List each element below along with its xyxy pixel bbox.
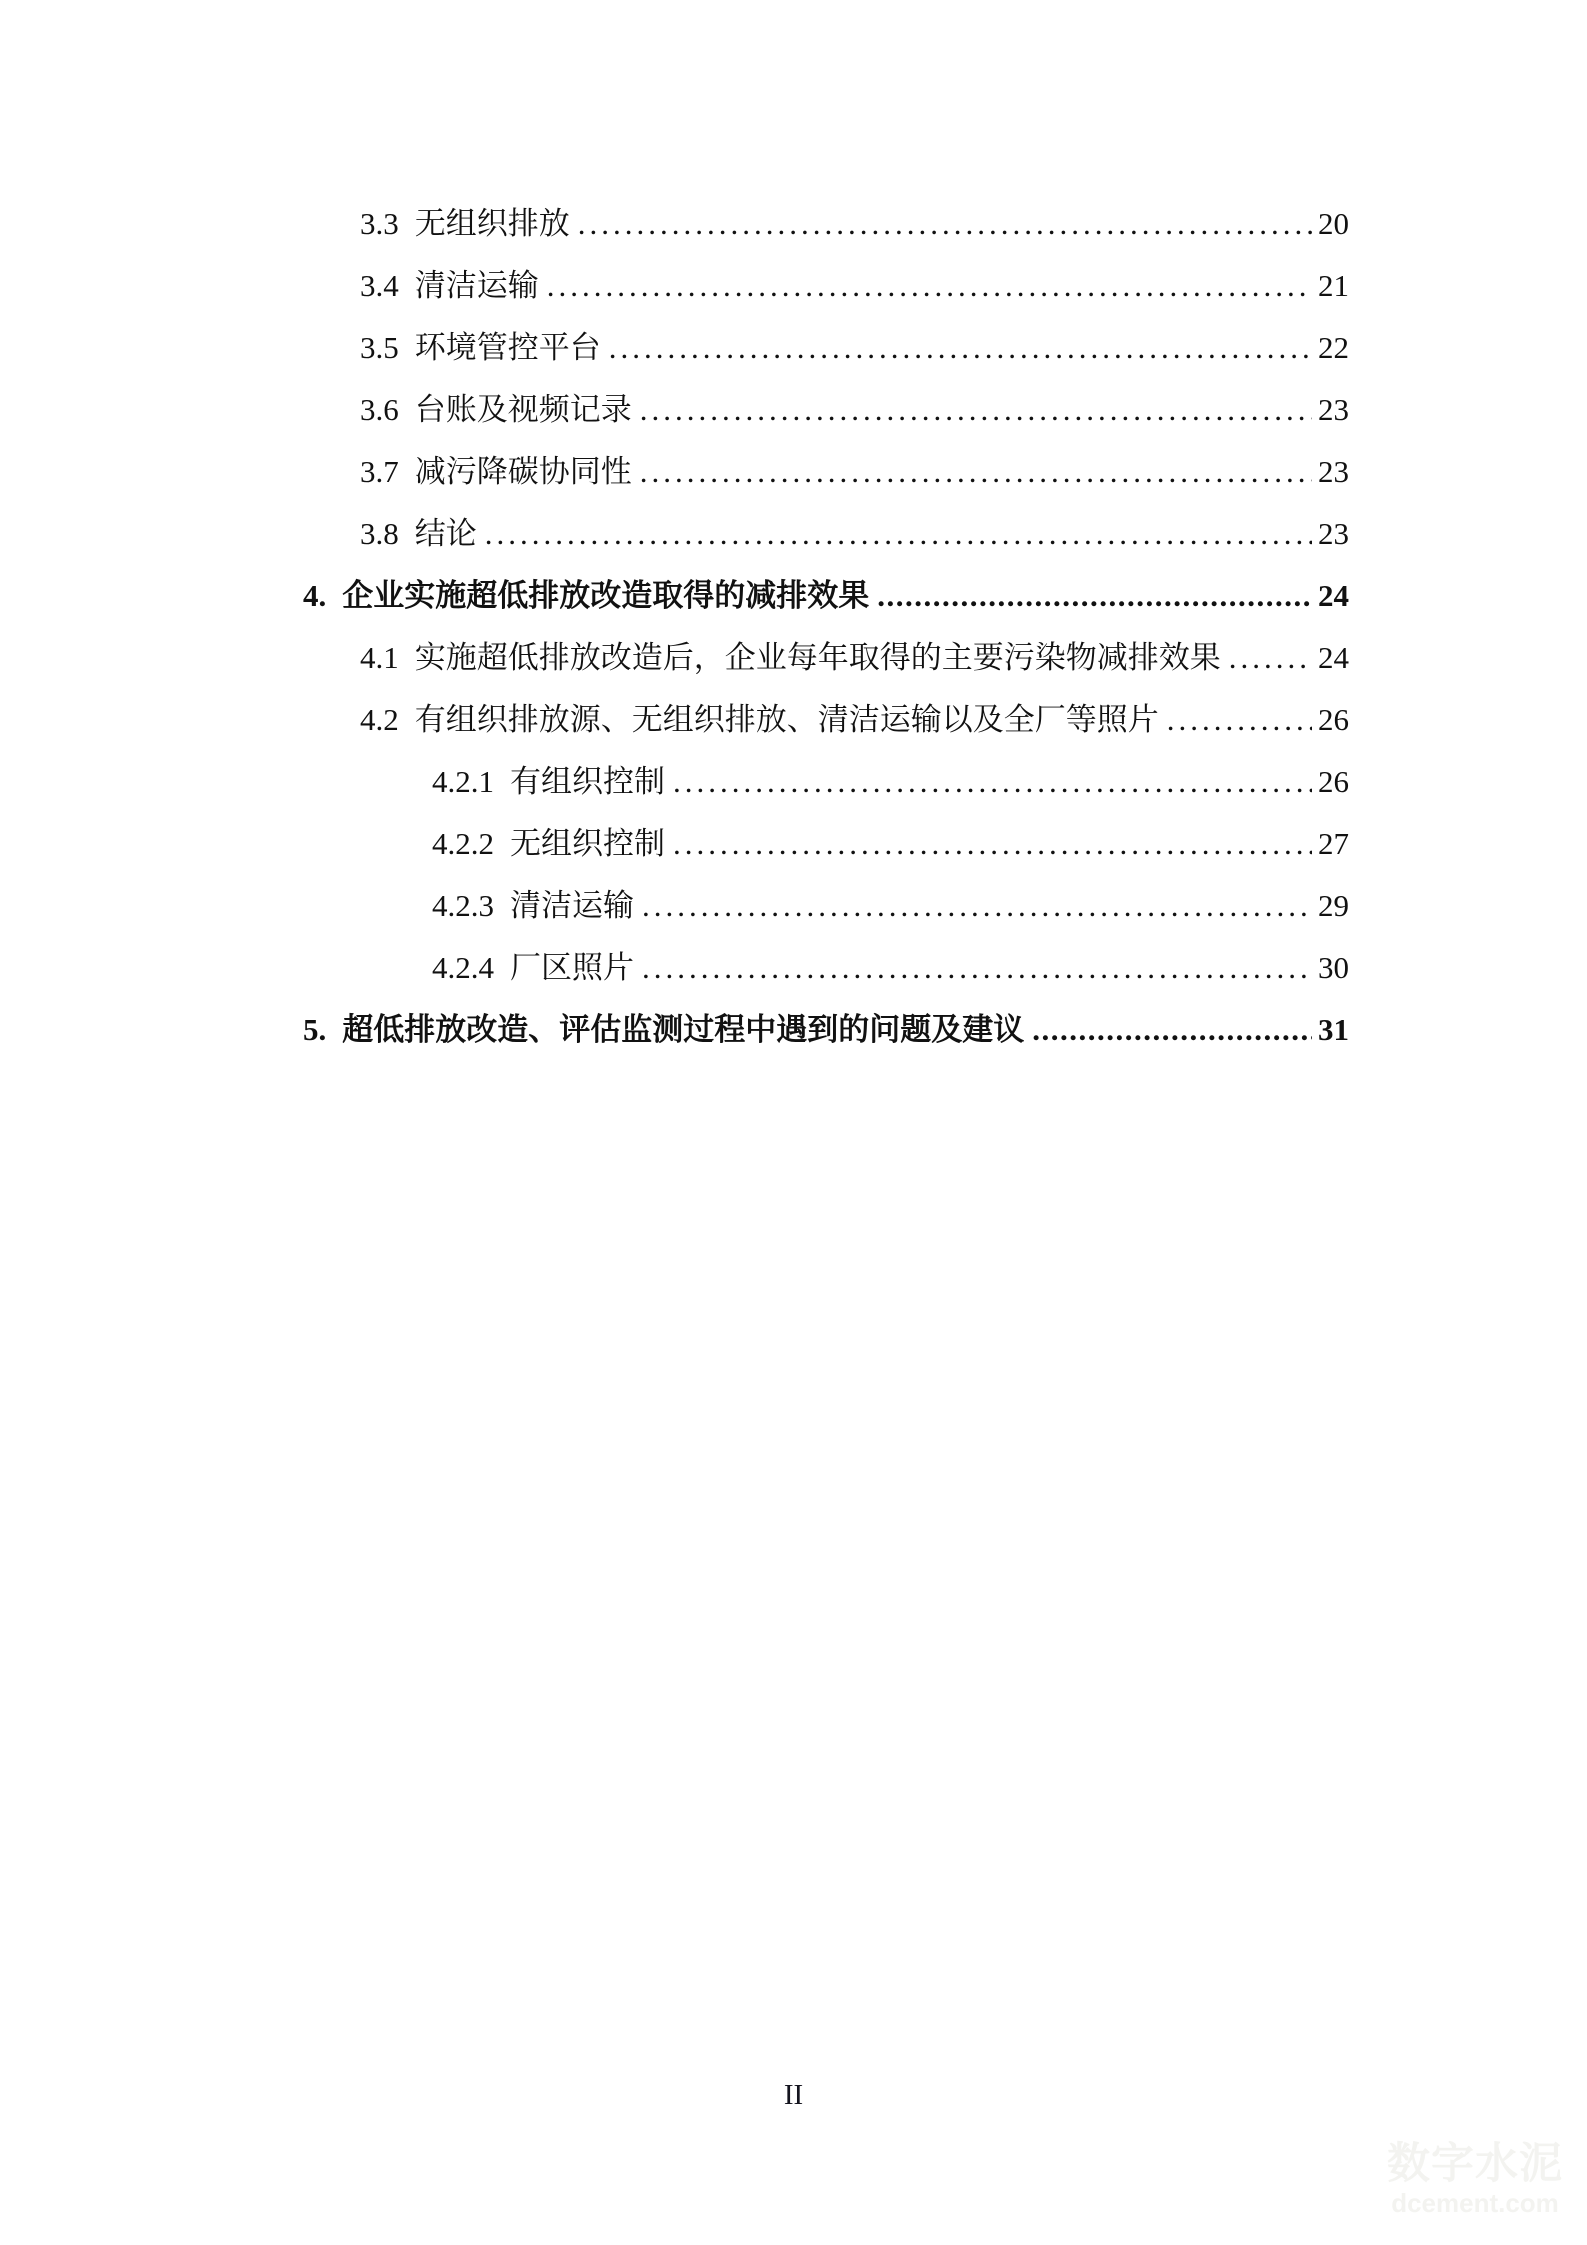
toc-entry-title: 超低排放改造、评估监测过程中遇到的问题及建议 — [342, 1012, 1025, 1047]
toc-page-number: 23 — [1318, 516, 1349, 551]
toc-entry-title: 有组织控制 — [510, 764, 665, 799]
toc-entry-number: 3.6 — [360, 392, 399, 427]
toc-dot-leader — [673, 813, 1312, 875]
toc-page-number: 22 — [1318, 330, 1349, 365]
toc-entry-number: 3.7 — [360, 454, 399, 489]
toc-entry-title: 有组织排放源、无组织排放、清洁运输以及全厂等照片 — [414, 702, 1159, 737]
toc-page-number: 24 — [1318, 640, 1349, 675]
toc-page-number: 30 — [1318, 950, 1349, 985]
toc-row[interactable] — [303, 441, 1349, 503]
toc-entry-title: 厂区照片 — [510, 950, 634, 985]
toc-entry-number: 4.2.1 — [432, 764, 494, 799]
toc-page-number: 26 — [1318, 764, 1349, 799]
toc-dot-leader — [609, 317, 1312, 379]
toc-entry-title: 环境管控平台 — [414, 330, 601, 365]
toc-dot-leader — [578, 193, 1312, 255]
toc-page-number: 23 — [1318, 392, 1349, 427]
toc-entry-number: 3.4 — [360, 268, 399, 303]
watermark-cn-text: 数字水泥 — [1387, 2140, 1563, 2188]
toc-entry-title: 结论 — [414, 516, 477, 551]
toc-row[interactable] — [303, 565, 1349, 627]
toc-row[interactable] — [303, 875, 1349, 937]
toc-entry-number: 3.5 — [360, 330, 399, 365]
watermark-url-text: dcement.com — [1391, 2188, 1559, 2218]
toc-entry-title: 清洁运输 — [510, 888, 634, 923]
toc-entry-number: 4. — [303, 578, 327, 613]
toc-entry-number: 4.1 — [360, 640, 399, 675]
toc-entry-title: 实施超低排放改造后，企业每年取得的主要污染物减排效果 — [414, 640, 1221, 675]
toc-row[interactable] — [303, 813, 1349, 875]
toc-page-number: 23 — [1318, 454, 1349, 489]
toc-entry-number: 3.3 — [360, 206, 399, 241]
toc-page-number: 27 — [1318, 826, 1349, 861]
toc-dot-leader — [642, 875, 1312, 937]
toc-entry-title: 减污降碳协同性 — [414, 454, 632, 489]
toc-row[interactable] — [303, 627, 1349, 689]
toc-dot-leader — [1229, 627, 1312, 689]
toc-entry-title: 无组织控制 — [510, 826, 665, 861]
toc-entry-number: 4.2.4 — [432, 950, 494, 985]
toc-page-number: 20 — [1318, 206, 1349, 241]
toc-page-number: 21 — [1318, 268, 1349, 303]
toc-page-number: 26 — [1318, 702, 1349, 737]
toc-dot-leader — [877, 565, 1312, 627]
toc-row[interactable] — [303, 751, 1349, 813]
toc-row[interactable] — [303, 379, 1349, 441]
toc-row[interactable] — [303, 317, 1349, 379]
table-of-contents — [303, 193, 1349, 1061]
footer-page-number: II — [783, 2079, 804, 2111]
toc-dot-leader — [1167, 689, 1312, 751]
toc-dot-leader — [642, 937, 1312, 999]
toc-entry-number: 3.8 — [360, 516, 399, 551]
toc-page-number: 31 — [1318, 1012, 1349, 1047]
toc-row[interactable] — [303, 503, 1349, 565]
toc-row[interactable] — [303, 937, 1349, 999]
watermark — [1385, 2141, 1565, 2218]
toc-row[interactable] — [303, 193, 1349, 255]
toc-entry-number: 4.2.3 — [432, 888, 494, 923]
toc-entry-number: 4.2 — [360, 702, 399, 737]
toc-entry-title: 清洁运输 — [414, 268, 539, 303]
toc-entry-title: 无组织排放 — [414, 206, 570, 241]
toc-dot-leader — [485, 503, 1312, 565]
toc-entry-title: 台账及视频记录 — [414, 392, 632, 427]
toc-row[interactable] — [303, 999, 1349, 1061]
toc-entry-title: 企业实施超低排放改造取得的减排效果 — [342, 578, 870, 613]
toc-page-number: 24 — [1318, 578, 1349, 613]
toc-row[interactable] — [303, 689, 1349, 751]
toc-page-number: 29 — [1318, 888, 1349, 923]
toc-dot-leader — [640, 379, 1312, 441]
toc-dot-leader — [640, 441, 1312, 503]
toc-dot-leader — [1032, 999, 1312, 1061]
toc-dot-leader — [547, 255, 1312, 317]
toc-entry-number: 4.2.2 — [432, 826, 494, 861]
toc-row[interactable] — [303, 255, 1349, 317]
toc-entry-number: 5. — [303, 1012, 327, 1047]
toc-dot-leader — [673, 751, 1312, 813]
